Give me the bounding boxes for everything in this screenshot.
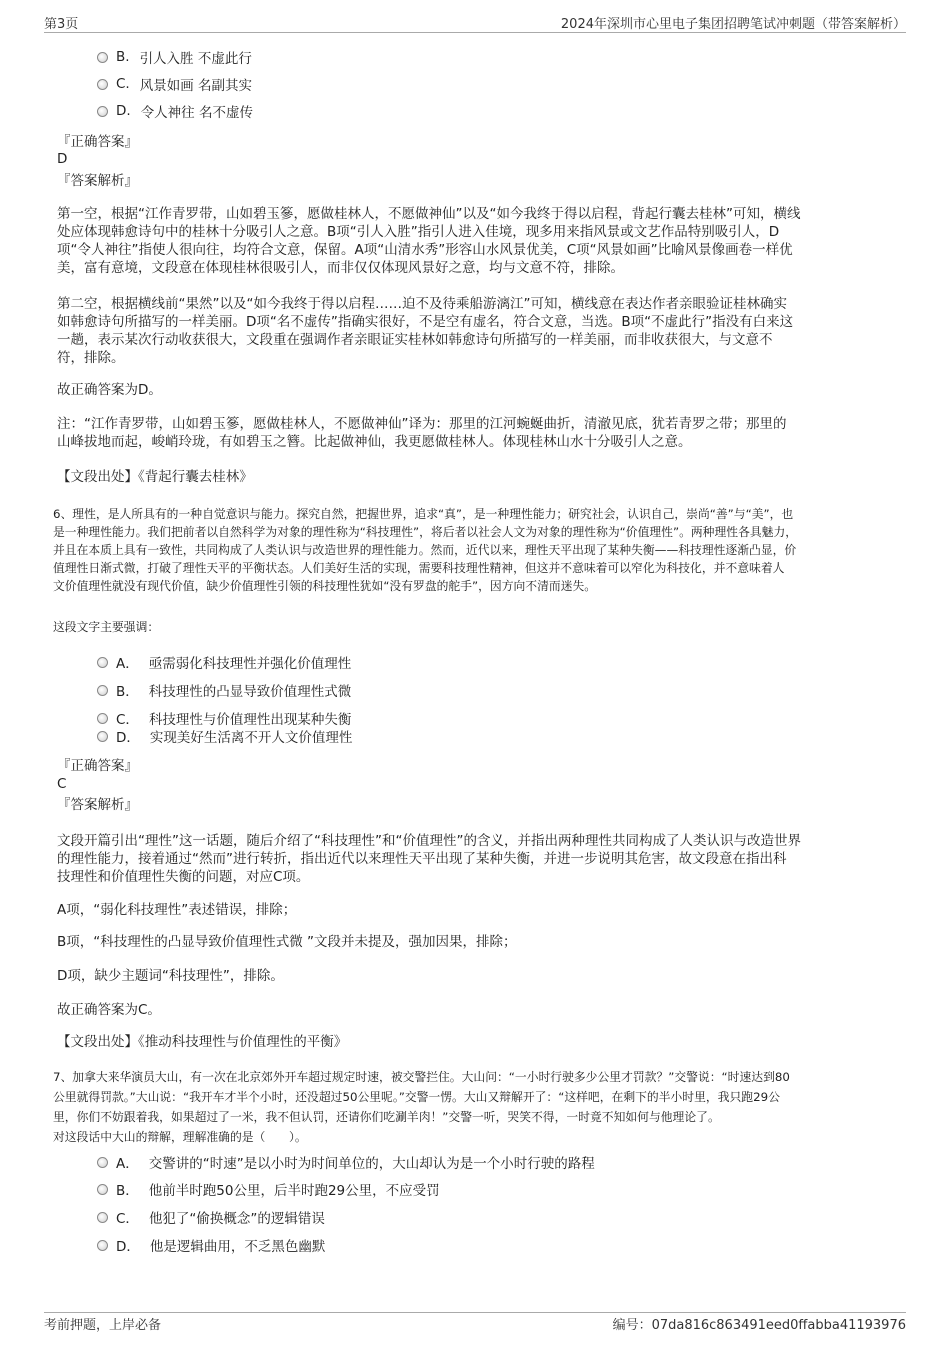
conclusion: 故正确答案为C。 (57, 1002, 161, 1018)
option-text: 实现美好生活离不开人文价值理性 (149, 730, 353, 746)
footer-slogan: 考前押题，上岸必备 (44, 1318, 162, 1333)
radio-button-icon[interactable] (97, 1240, 108, 1251)
radio-button-icon[interactable] (97, 1184, 108, 1195)
option-label: A． (116, 1156, 139, 1172)
option-a-note: A项，“弱化科技理性”表述错误，排除； (57, 902, 297, 918)
analysis-line: 项“令人神往”指使人很向往，均符合文意，保留。A项“山清水秀”形容山水风景优美，C项“风景如画”比喻风景像画卷一样优 (57, 242, 793, 258)
option-label: C. (116, 76, 130, 92)
analysis-heading: 『答案解析』 (57, 797, 138, 813)
page-number: 第3页 (44, 17, 79, 32)
answer-option[interactable] (97, 1207, 325, 1227)
option-b-note: B项，“科技理性的凸显导致价值理性式微 ”文段并未提及，强加因果，排除； (57, 934, 517, 950)
question-stem-line: 7、加拿大来华演员大山，有一次在北京郊外开车超过规定时速，被交警拦住。大山问：“一小时行驶多少公里才罚款？”交警说：“时速达到80 (53, 1070, 790, 1084)
radio-button-icon[interactable] (97, 731, 108, 742)
question-prompt: 这段文字主要强调： (53, 620, 160, 634)
answer-option[interactable] (97, 1152, 595, 1172)
source-citation: 【文段出处】《背起行囊去桂林》 (57, 469, 253, 485)
note-line: 注：“江作青罗带，山如碧玉篸，愿做桂林人，不愿做神仙”译为：那里的江河蜿蜒曲折，清澈见底，犹若青罗之带；那里的 (57, 416, 787, 432)
analysis-line: 如韩愈诗句所描写的一样美丽。D项“名不虚传”指确实很好，不是空有虚名，符合文意，当选。B项“不虚此行”指没有白来这 (57, 314, 794, 330)
analysis-heading: 『答案解析』 (57, 173, 138, 189)
conclusion: 故正确答案为D。 (57, 382, 162, 398)
analysis-line: 第二空，根据横线前“果然”以及“如今我终于得以启程……迫不及待乘船游漓江”可知，横线意在表达作者亲眼验证桂林确实 (57, 296, 787, 312)
correct-answer: D (57, 151, 68, 167)
question-stem-line: 6、理性，是人所具有的一种自觉意识与能力。探究自然，把握世界，追求“真”，是一种理性能力；研究社会，认识自己，崇尚“善”与“美”，也 (53, 507, 794, 521)
radio-button-icon[interactable] (97, 1157, 108, 1168)
analysis-line: 处应体现韩愈诗句中的桂林十分吸引人之意。B项“引人入胜”指引人进入佳境，现多用来指风景或文艺作品特别吸引人，D (57, 224, 780, 240)
radio-button-icon[interactable] (97, 106, 108, 117)
analysis-line: 一趟，表示某次行动收获很大，文段重在强调作者亲眼证实桂林如韩愈诗句所描写的一样美丽，而非收获很大，与文意不 (57, 332, 773, 348)
analysis-line: 符，排除。 (57, 350, 125, 366)
option-text: 他前半时跑50公里，后半时跑29公里，不应受罚 (148, 1183, 440, 1199)
question-stem-line: 公里就得罚款。”大山说：“我开车才半个小时，还没超过50公里呢。”交警一愣。大山又辩解开了：“这样吧，在剩下的半小时里，我只跑29公 (53, 1090, 780, 1104)
answer-option[interactable] (97, 47, 252, 67)
radio-button-icon[interactable] (97, 52, 108, 63)
answer-option[interactable] (97, 708, 351, 728)
answer-heading: 『正确答案』 (57, 134, 138, 150)
option-label: C． (116, 712, 139, 728)
option-label: B． (116, 684, 139, 700)
analysis-line: 第一空，根据“江作青罗带，山如碧玉篸，愿做桂林人，不愿做神仙”以及“如今我终于得以启程，背起行囊去桂林”可知，横线 (57, 206, 801, 222)
header-divider (44, 32, 906, 33)
answer-option[interactable] (97, 680, 351, 700)
question-stem-line: 文价值理性就没有现代价值，缺少价值理性引领的科技理性犹如“没有罗盘的舵手”，因方向不清而迷失。 (53, 579, 597, 593)
answer-option[interactable] (97, 726, 352, 746)
answer-heading: 『正确答案』 (57, 758, 138, 774)
analysis-line: 技理性和价值理性失衡的问题，对应C项。 (57, 869, 310, 885)
option-text: 交警讲的“时速”是以小时为时间单位的，大山却认为是一个小时行驶的路程 (148, 1156, 595, 1172)
option-text: 科技理性与价值理性出现某种失衡 (148, 712, 352, 728)
answer-option[interactable] (97, 1235, 325, 1255)
radio-button-icon[interactable] (97, 1212, 108, 1223)
option-text: 亟需弱化科技理性并强化价值理性 (148, 656, 352, 672)
option-label: B． (116, 1183, 139, 1199)
option-text: 令人神往 名不虚传 (140, 105, 253, 121)
option-label: D. (116, 103, 131, 119)
question-stem-line: 并且在本质上具有一致性，共同构成了人类认识与改造世界的理性能力。然而，近代以来，理性天平出现了某种失衡——科技理性逐渐凸显，价 (53, 543, 797, 557)
answer-option[interactable] (97, 74, 252, 94)
answer-option[interactable] (97, 101, 253, 121)
note-line: 山峰拔地而起，峻峭玲珑，有如碧玉之簪。比起做神仙，我更愿做桂林人。体现桂林山水十分吸引人之意。 (57, 434, 692, 450)
radio-button-icon[interactable] (97, 685, 108, 696)
analysis-line: 的理性能力，接着通过“然而”进行转折，指出近代以来理性天平出现了某种失衡，并进一步说明其危害，故文段意在指出科 (57, 851, 787, 867)
option-text: 他犯了“偷换概念”的逻辑错误 (148, 1211, 325, 1227)
analysis-line: 美，富有意境，文段意在体现桂林很吸引人，而非仅仅体现风景好之意，均与文意不符，排除。 (57, 260, 624, 276)
option-d-note: D项，缺少主题词“科技理性”，排除。 (57, 968, 284, 984)
option-text: 风景如画 名副其实 (139, 78, 253, 94)
radio-button-icon[interactable] (97, 713, 108, 724)
question-stem-line: 对这段话中大山的辩解，理解准确的是（ ）。 (53, 1130, 307, 1144)
footer-divider (44, 1312, 906, 1313)
option-label: B. (116, 49, 130, 65)
question-stem-line: 里，你们不妨跟着我，如果超过了一米，我不但认罚，还请你们吃涮羊肉！”交警一听，哭笑不得，一时竟不知如何与他理论了。 (53, 1110, 720, 1124)
document-title: 2024年深圳市心里电子集团招聘笔试冲刺题（带答案解析） (560, 17, 906, 32)
question-stem-line: 值理性日渐式微，打破了理性天平的平衡状态。人们美好生活的实现，需要科技理性精神，但这并不意味着可以窄化为科技化，并不意味着人 (53, 561, 785, 575)
footer-serial: 编号：07da816c863491eed0ffabba41193976 (612, 1318, 906, 1333)
option-text: 引人入胜 不虚此行 (139, 51, 252, 67)
radio-button-icon[interactable] (97, 657, 108, 668)
option-label: C． (116, 1211, 139, 1227)
answer-option[interactable] (97, 652, 351, 672)
option-label: D． (116, 730, 140, 746)
source-citation: 【文段出处】《推动科技理性与价值理性的平衡》 (57, 1034, 348, 1050)
question-stem-line: 是一种理性能力。我们把前者以自然科学为对象的理性称为“科技理性”，将后者以社会人文为对象的理性称为“价值理性”。两种理性各具魅力， (53, 525, 798, 539)
option-label: A． (116, 656, 139, 672)
radio-button-icon[interactable] (97, 79, 108, 90)
analysis-line: 文段开篇引出“理性”这一话题，随后介绍了“科技理性”和“价值理性”的含义，并指出两种理性共同构成了人类认识与改造世界 (57, 833, 801, 849)
option-text: 他是逻辑曲用，不乏黑色幽默 (149, 1239, 326, 1255)
option-label: D． (116, 1239, 140, 1255)
option-text: 科技理性的凸显导致价值理性式微 (148, 684, 352, 700)
correct-answer: C (57, 776, 67, 792)
answer-option[interactable] (97, 1179, 440, 1199)
